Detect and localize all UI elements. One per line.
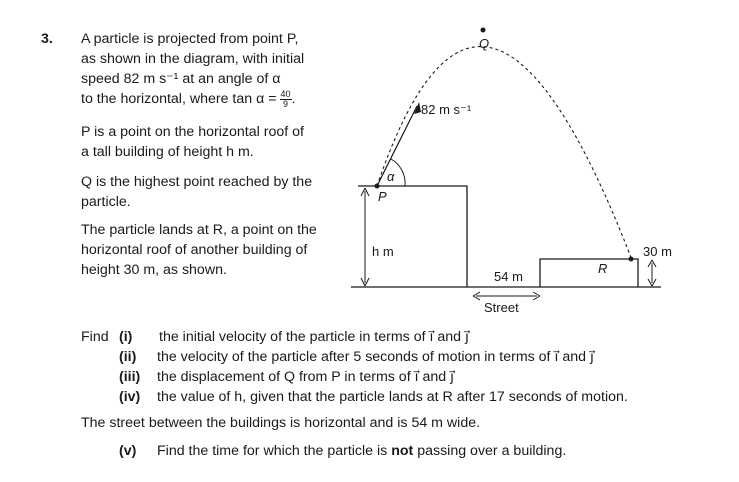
p-line: a tall building of height h m. [81,144,254,160]
left-building [358,186,467,287]
width-label: 54 m [494,269,523,284]
point-p-dot [375,184,380,189]
part-row [119,369,454,385]
r-line: height 30 m, as shown. [81,262,227,278]
street-label: Street [484,300,519,315]
fraction-numerator: 40 [280,88,291,99]
intro-line: speed 82 m s⁻¹ at an angle of α [81,71,281,87]
part-row [119,349,594,365]
alpha-label: α [387,169,395,184]
velocity-arrow-line [377,106,417,186]
fraction-denominator: 9 [283,98,289,109]
street-statement: The street between the buildings is horizontal and is 54 m wide. [81,415,481,431]
part-text: the displacement of Q from P in terms of ı⃗ and ȷ⃗ [157,369,455,385]
trajectory-path [377,47,632,260]
part-text: the velocity of the particle after 5 seconds of motion in terms of ı⃗ and ȷ⃗ [157,349,594,365]
part-label: (i) [119,329,133,345]
label-q: Q [479,36,490,51]
intro-line-tan: to the horizontal, where tan α = $\frac{40}{9}$ . [81,88,296,109]
part-row [119,389,628,405]
q-line: Q is the highest point reached by the [81,174,313,190]
point-q-dot [481,28,486,33]
label-p: P [378,189,387,204]
part-label: (iv) [119,389,141,405]
r-line: horizontal roof of another building of [81,242,308,258]
height-label: h m [372,244,394,259]
speed-label: 82 m s⁻¹ [421,102,472,117]
part-text: the value of h, given that the particle lands at R after 17 seconds of motion. [157,389,628,405]
q-line: particle. [81,194,131,210]
intro-line: as shown in the diagram, with initial [81,51,305,67]
right-height-label: 30 m [643,244,672,259]
part-text: the initial velocity of the particle in terms of ı⃗ and ȷ⃗ [159,329,469,345]
part-v-text-before: Find the time for which the particle is [157,443,392,459]
intro-line: to the horizontal, where tan α = [81,91,277,107]
find-label: Find [81,329,109,345]
part-v-bold-word: not [391,443,414,459]
find-row [81,329,469,345]
p-line: P is a point on the horizontal roof of [81,124,304,140]
question-number: 3. [41,31,53,47]
label-r: R [598,261,608,276]
right-building [540,259,638,287]
velocity-arrowhead [414,102,421,114]
part-v-text-after: passing over a building. [413,443,567,459]
part-label: (iii) [119,369,141,385]
point-r-dot [629,257,634,262]
intro-line: A particle is projected from point P, [81,31,299,47]
r-line: The particle lands at R, a point on the [81,222,317,238]
part-v-row [119,443,566,459]
part-label: (v) [119,443,137,459]
part-label: (ii) [119,349,137,365]
